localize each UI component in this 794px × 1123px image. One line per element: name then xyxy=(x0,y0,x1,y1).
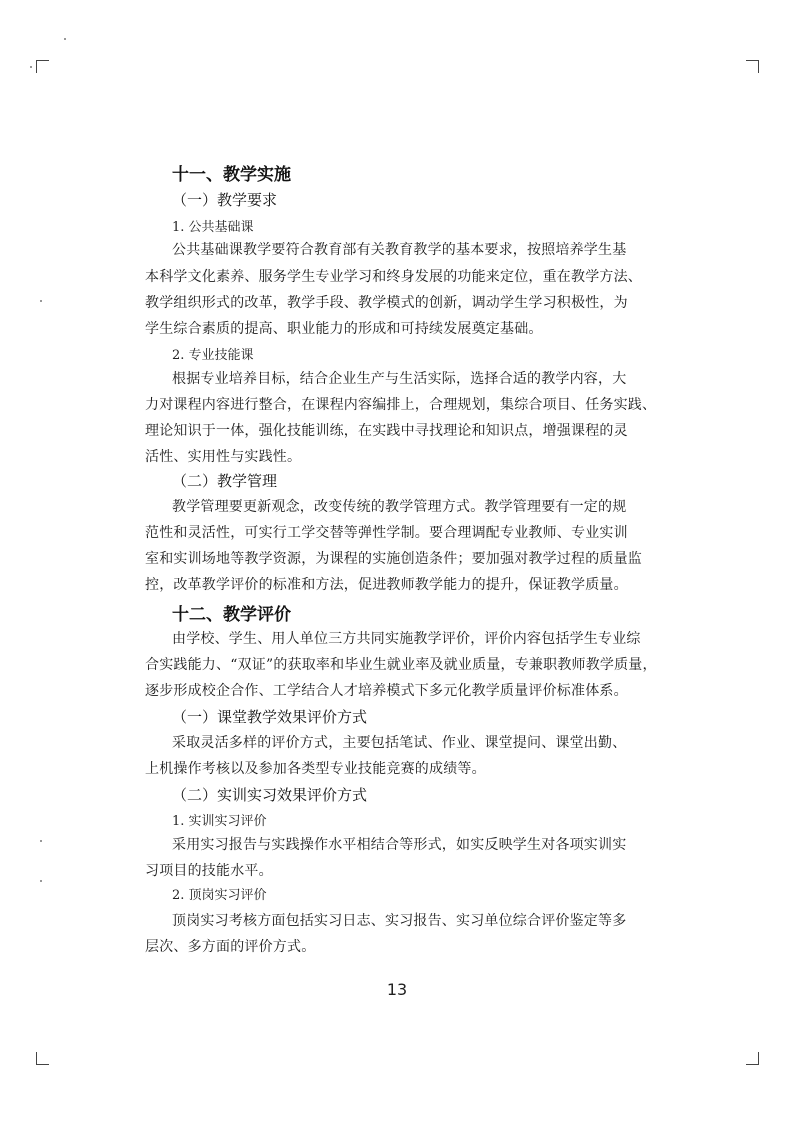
paragraph-line: 根据专业培养目标，结合企业生产与生活实际，选择合适的教学内容，大 xyxy=(172,371,627,387)
paragraph-line: 逐步形成校企合作、工学结合人才培养模式下多元化教学质量评价标准体系。 xyxy=(145,683,628,699)
paragraph-line: 采用实习报告与实践操作水平相结合等形式，如实反映学生对各项实训实 xyxy=(172,837,627,853)
crop-mark-top-left xyxy=(36,60,49,73)
crop-mark-bottom-right xyxy=(746,1052,759,1065)
section-heading-teaching-implementation: 十一、教学实施 xyxy=(172,165,291,185)
scan-speck xyxy=(40,300,42,302)
paragraph-line: 力对课程内容进行整合，在课程内容编排上，合理规划，集综合项目、任务实践、 xyxy=(145,397,657,413)
paragraph-line: 理论知识于一体，强化技能训练，在实践中寻找理论和知识点，增强课程的灵 xyxy=(145,423,628,439)
paragraph-line: 采取灵活多样的评价方式，主要包括笔试、作业、课堂提问、课堂出勤、 xyxy=(172,735,627,751)
item-heading-training-internship-evaluation: 1. 实训实习评价 xyxy=(172,814,267,829)
scan-speck xyxy=(64,38,66,40)
paragraph-line: 活性、实用性与实践性。 xyxy=(145,449,302,465)
item-heading-post-internship-evaluation: 2. 顶岗实习评价 xyxy=(172,888,267,903)
paragraph-line: 顶岗实习考核方面包括实习日志、实习报告、实习单位综合评价鉴定等多 xyxy=(172,913,627,929)
paragraph-line: 上机操作考核以及参加各类型专业技能竞赛的成绩等。 xyxy=(145,761,486,777)
paragraph-line: 公共基础课教学要符合教育部有关教育教学的基本要求，按照培养学生基 xyxy=(172,242,627,258)
paragraph-line: 习项目的技能水平。 xyxy=(145,863,273,879)
subsection-heading-classroom-evaluation: （一）课堂教学效果评价方式 xyxy=(172,708,368,726)
paragraph-line: 控，改革教学评价的标准和方法，促进教师教学能力的提升，保证教学质量。 xyxy=(145,577,628,593)
item-heading-public-basic-courses: 1. 公共基础课 xyxy=(172,220,254,235)
paragraph-line: 层次、多方面的评价方式。 xyxy=(145,939,316,955)
paragraph-line: 由学校、学生、用人单位三方共同实施教学评价，评价内容包括学生专业综 xyxy=(172,631,641,647)
section-heading-teaching-evaluation: 十二、教学评价 xyxy=(172,605,291,625)
paragraph-line: 教学组织形式的改革，教学手段、教学模式的创新，调动学生学习积极性，为 xyxy=(145,295,628,311)
subsection-heading-teaching-requirements: （一）教学要求 xyxy=(172,191,278,209)
crop-mark-bottom-left xyxy=(36,1052,49,1065)
paragraph-line: 室和实训场地等教学资源，为课程的实施创造条件；要加强对教学过程的质量监 xyxy=(145,551,642,567)
paragraph-line: 本科学文化素养、服务学生专业学习和终身发展的功能来定位，重在教学方法、 xyxy=(145,269,642,285)
crop-mark-top-right xyxy=(746,60,759,73)
paragraph-line: 教学管理要更新观念，改变传统的教学管理方式。教学管理要有一定的规 xyxy=(172,499,627,515)
scan-speck xyxy=(40,880,42,882)
paragraph-line: 范性和灵活性，可实行工学交替等弹性学制。要合理调配专业教师、专业实训 xyxy=(145,525,628,541)
item-heading-professional-skill-courses: 2. 专业技能课 xyxy=(172,348,254,363)
subsection-heading-training-internship-evaluation: （二）实训实习效果评价方式 xyxy=(172,786,368,804)
paragraph-line: 学生综合素质的提高、职业能力的形成和可持续发展奠定基础。 xyxy=(145,321,543,337)
subsection-heading-teaching-management: （二）教学管理 xyxy=(172,472,278,490)
scan-speck xyxy=(30,66,32,68)
paragraph-line: 合实践能力、“双证”的获取率和毕业生就业率及就业质量，专兼职教师教学质量， xyxy=(145,657,657,673)
scan-speck xyxy=(40,840,42,842)
page-number: 13 xyxy=(386,980,408,999)
